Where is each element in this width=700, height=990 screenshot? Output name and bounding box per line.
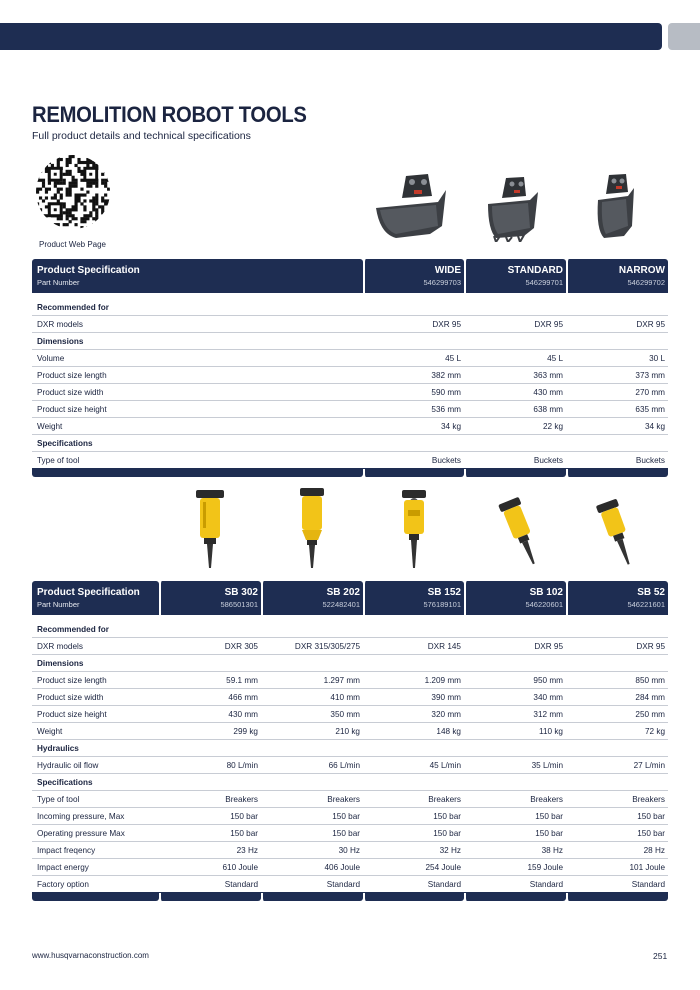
column-header-sb202: SB 202 522482401 (261, 581, 363, 615)
bucket-spec-table (32, 259, 668, 477)
breaker-sb302-image (192, 488, 228, 570)
section-dimensions: Dimensions (32, 333, 668, 350)
page-number: 251 (653, 951, 668, 961)
table-row: DXR models DXR 95 DXR 95 DXR 95 (32, 316, 668, 333)
breaker-sb102-image (498, 494, 546, 570)
table-row: Impact energy 610 Joule 406 Joule 254 Joule 159 Joule 101 Joule (32, 859, 668, 876)
section-hydraulics: Hydraulics (32, 740, 668, 757)
bucket-wide-image (372, 168, 454, 242)
qr-code-icon[interactable] (36, 155, 110, 229)
column-header-narrow: NARROW 546299702 (566, 259, 668, 293)
section-recommended: Recommended for (32, 299, 668, 316)
column-header-sb302: SB 302 586501301 (159, 581, 261, 615)
header-bar (0, 23, 662, 50)
table-row: Weight 299 kg 210 kg 148 kg 110 kg 72 kg (32, 723, 668, 740)
table-row: Incoming pressure, Max 150 bar 150 bar 150 bar 150 bar 150 bar (32, 808, 668, 825)
section-recommended: Recommended for (32, 621, 668, 638)
column-header-sb152: SB 152 576189101 (363, 581, 464, 615)
table-row: Volume 45 L 45 L 30 L (32, 350, 668, 367)
column-header-sb52: SB 52 546221601 (566, 581, 668, 615)
table-row: Type of tool Buckets Buckets Buckets (32, 452, 668, 469)
table-row: Operating pressure Max 150 bar 150 bar 150 bar 150 bar 150 bar (32, 825, 668, 842)
table-row: Type of tool Breakers Breakers Breakers Breakers Breakers (32, 791, 668, 808)
table-row: Impact freqency 23 Hz 30 Hz 32 Hz 38 Hz 28 Hz (32, 842, 668, 859)
product-spec-label: Product Specification (37, 587, 140, 598)
table-row: Product size width 590 mm 430 mm 270 mm (32, 384, 668, 401)
section-specifications: Specifications (32, 774, 668, 791)
breaker-spec-table (32, 581, 668, 901)
page-title: REMOLITION ROBOT TOOLS (32, 102, 307, 127)
breaker-sb152-image (396, 488, 432, 570)
table-row: Product size height 430 mm 350 mm 320 mm 312 mm 250 mm (32, 706, 668, 723)
table-footer-bar (32, 893, 668, 901)
page-subtitle: Full product details and technical specifications (32, 130, 251, 142)
section-specifications: Specifications (32, 435, 668, 452)
table-header-row (32, 581, 668, 615)
table-row: Factory option Standard Standard Standard Standard Standard (32, 876, 668, 893)
table-row: Product size length 59.1 mm 1.297 mm 1.209 mm 950 mm 850 mm (32, 672, 668, 689)
table-row: Weight 34 kg 22 kg 34 kg (32, 418, 668, 435)
product-spec-label: Product Specification (37, 265, 140, 276)
bucket-standard-image (484, 174, 544, 242)
part-number-label: Part Number (37, 600, 80, 609)
footer-website-link[interactable]: www.husqvarnaconstruction.com (32, 951, 149, 960)
breaker-sb52-image (596, 496, 640, 570)
table-footer-bar (32, 469, 668, 477)
qr-label: Product Web Page (39, 240, 107, 249)
table-row: Product size height 536 mm 638 mm 635 mm (32, 401, 668, 418)
column-header-sb102: SB 102 546220601 (464, 581, 566, 615)
column-header-standard: STANDARD 546299701 (464, 259, 566, 293)
table-row: Hydraulic oil flow 80 L/min 66 L/min 45 L/min 35 L/min 27 L/min (32, 757, 668, 774)
bucket-narrow-image (592, 172, 640, 242)
header-cell (32, 581, 159, 615)
table-row: DXR models DXR 305 DXR 315/305/275 DXR 145 DXR 95 DXR 95 (32, 638, 668, 655)
column-header-wide: WIDE 546299703 (363, 259, 464, 293)
section-dimensions: Dimensions (32, 655, 668, 672)
breaker-sb202-image (294, 486, 330, 570)
table-row: Product size length 382 mm 363 mm 373 mm (32, 367, 668, 384)
header-cell (32, 259, 363, 293)
part-number-label: Part Number (37, 278, 80, 287)
page-tab-marker (668, 23, 700, 50)
table-header-row (32, 259, 668, 293)
table-row: Product size width 466 mm 410 mm 390 mm 340 mm 284 mm (32, 689, 668, 706)
